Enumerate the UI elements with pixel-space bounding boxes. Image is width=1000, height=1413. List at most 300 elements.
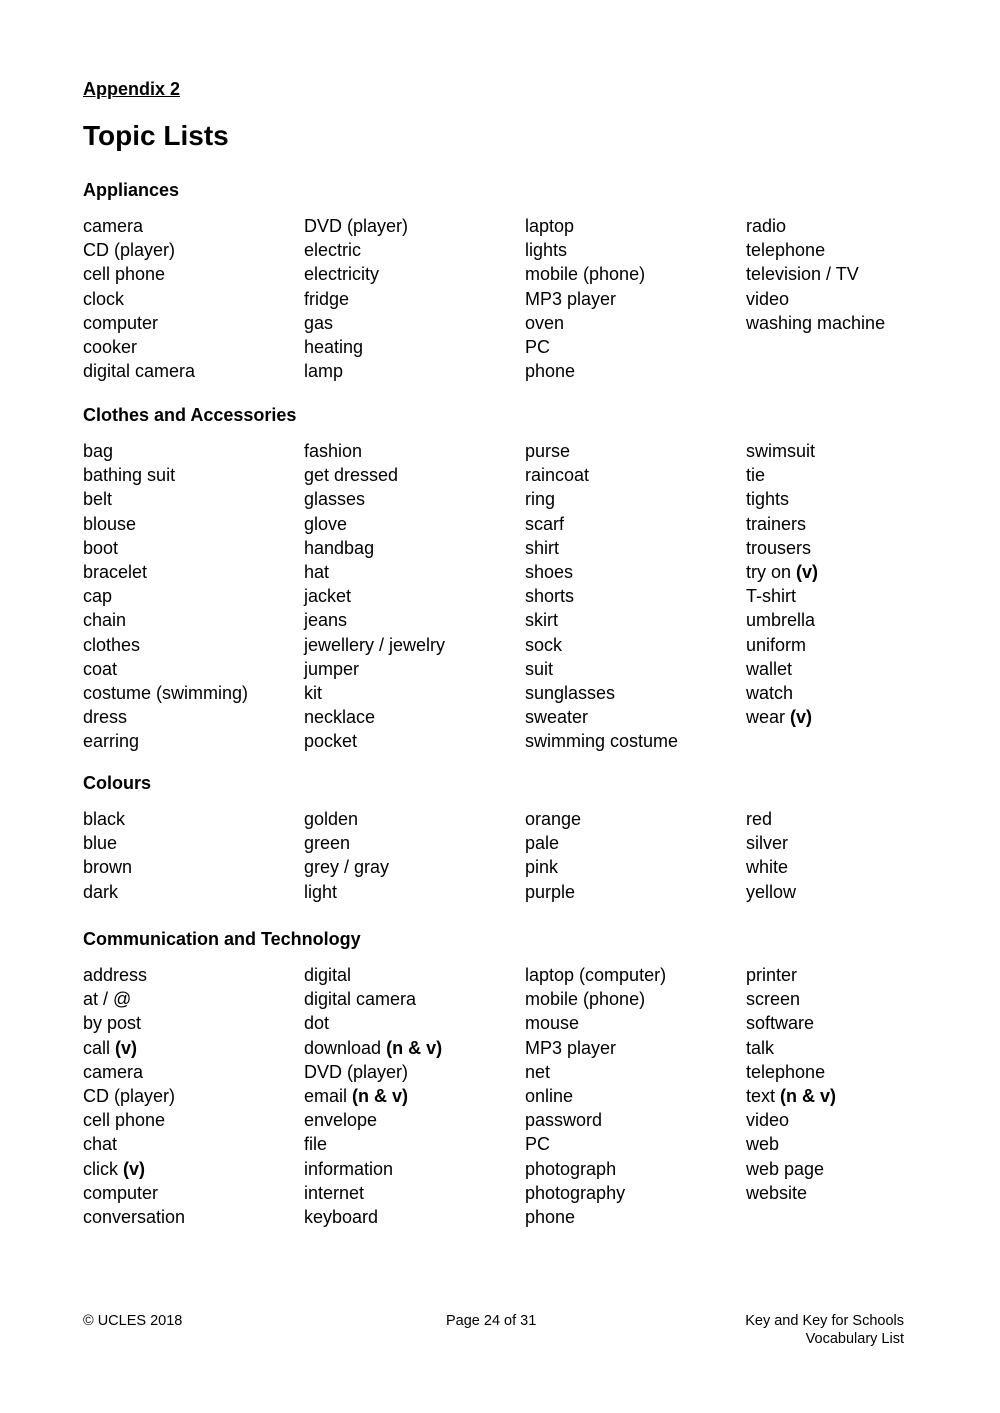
part-of-speech-marker: (n & v) (386, 1037, 443, 1058)
word-text: photography (525, 1182, 626, 1203)
word-item (83, 560, 304, 584)
word-item (304, 463, 525, 487)
word-item (525, 238, 746, 262)
word-text: shorts (525, 586, 575, 607)
word-item (746, 1084, 967, 1108)
word-text: coat (83, 658, 118, 679)
word-text: boot (83, 537, 119, 558)
word-text: CD (player) (83, 1085, 176, 1106)
word-text: sunglasses (525, 682, 616, 703)
word-item (746, 608, 967, 632)
word-text: silver (746, 833, 789, 854)
word-text: cap (83, 586, 113, 607)
word-item (304, 1157, 525, 1181)
word-text: clothes (83, 634, 141, 655)
word-item (525, 311, 746, 335)
word-text: bracelet (83, 561, 148, 582)
word-text: suit (525, 658, 554, 679)
word-text: video (746, 288, 790, 309)
word-text: trainers (746, 513, 807, 534)
word-text: mobile (phone) (525, 989, 646, 1010)
word-text: electric (304, 240, 362, 261)
part-of-speech-marker: (n & v) (352, 1085, 409, 1106)
section-heading: Communication and Technology (83, 929, 361, 949)
part-of-speech-marker: (n & v) (780, 1085, 837, 1106)
word-text: call (83, 1037, 111, 1058)
word-text: black (83, 809, 126, 829)
word-item (304, 1060, 525, 1084)
word-item (525, 681, 746, 705)
word-text: mouse (525, 1013, 580, 1034)
word-item (525, 560, 746, 584)
footer-page-number: Page 24 of 31 (446, 1313, 537, 1329)
word-column (746, 214, 967, 383)
word-text: talk (746, 1037, 775, 1058)
word-item (304, 1132, 525, 1156)
part-of-speech-marker: (v) (123, 1158, 146, 1179)
word-column (746, 807, 967, 904)
word-text: belt (83, 489, 113, 510)
word-text: glove (304, 513, 348, 534)
word-item (83, 1084, 304, 1108)
word-column (304, 963, 525, 1229)
word-item (83, 335, 304, 359)
word-text: raincoat (525, 465, 590, 486)
word-item (746, 262, 967, 286)
word-text: text (746, 1085, 776, 1106)
word-text: software (746, 1013, 815, 1034)
section-heading: Appliances (83, 180, 180, 200)
word-column (525, 807, 746, 904)
word-column (304, 807, 525, 904)
word-text: skirt (525, 610, 558, 631)
word-text: computer (83, 1182, 159, 1203)
word-text: yellow (746, 881, 797, 902)
word-item (83, 1060, 304, 1084)
word-text: by post (83, 1013, 142, 1034)
word-item (83, 681, 304, 705)
word-text: screen (746, 989, 801, 1010)
word-item (746, 831, 967, 855)
word-item (304, 880, 525, 904)
word-text: tights (746, 489, 790, 510)
word-item (83, 512, 304, 536)
word-columns (83, 214, 963, 383)
section-appliances (83, 179, 963, 383)
word-text: pocket (304, 731, 358, 752)
word-item (525, 1205, 746, 1229)
word-item (304, 963, 525, 987)
word-item (746, 1108, 967, 1132)
section-colours (83, 772, 963, 904)
word-item (83, 633, 304, 657)
word-item (304, 359, 525, 383)
word-item (304, 214, 525, 238)
word-text: cell phone (83, 1110, 166, 1131)
footer-document-title-line2: Vocabulary List (805, 1331, 904, 1347)
word-item (304, 287, 525, 311)
word-text: digital (304, 965, 352, 985)
word-text: hat (304, 561, 330, 582)
word-text: camera (83, 1061, 144, 1082)
word-text: MP3 player (525, 1037, 617, 1058)
word-item (304, 807, 525, 831)
word-text: green (304, 833, 351, 854)
word-text: necklace (304, 707, 376, 728)
word-text: video (746, 1110, 790, 1131)
word-text: chain (83, 610, 127, 631)
word-text: swimming costume (525, 731, 679, 752)
word-item (525, 463, 746, 487)
word-text: washing machine (746, 312, 886, 333)
word-item (83, 536, 304, 560)
word-text: envelope (304, 1110, 378, 1131)
word-columns (83, 439, 963, 753)
word-item (304, 536, 525, 560)
word-item (746, 311, 967, 335)
word-item (525, 831, 746, 855)
word-item (746, 214, 967, 238)
word-text: DVD (player) (304, 1061, 409, 1082)
word-item (83, 1181, 304, 1205)
word-item (304, 633, 525, 657)
word-text: chat (83, 1134, 118, 1155)
word-column (304, 439, 525, 753)
word-item (304, 584, 525, 608)
word-item (746, 287, 967, 311)
word-item (83, 1108, 304, 1132)
part-of-speech-marker: (v) (796, 561, 819, 582)
word-item (83, 287, 304, 311)
word-item (525, 1084, 746, 1108)
word-item (746, 657, 967, 681)
word-text: jacket (304, 586, 352, 607)
word-text: scarf (525, 513, 565, 534)
word-text: download (304, 1037, 382, 1058)
word-text: tie (746, 465, 766, 486)
word-text: bag (83, 441, 114, 461)
word-text: umbrella (746, 610, 816, 631)
word-item (83, 705, 304, 729)
word-item (83, 807, 304, 831)
word-item (525, 1060, 746, 1084)
word-item (83, 584, 304, 608)
word-text: email (304, 1085, 348, 1106)
word-text: red (746, 809, 773, 829)
word-item (746, 487, 967, 511)
word-text: net (525, 1061, 551, 1082)
word-item (525, 729, 746, 753)
word-item (746, 584, 967, 608)
word-item (525, 633, 746, 657)
word-item (304, 1181, 525, 1205)
word-item (83, 1157, 304, 1181)
word-item (304, 439, 525, 463)
section-heading: Colours (83, 773, 152, 793)
word-item (746, 238, 967, 262)
word-item (525, 963, 746, 987)
word-column (525, 214, 746, 383)
word-text: pale (525, 833, 560, 854)
word-text: information (304, 1158, 394, 1179)
word-item (525, 214, 746, 238)
word-item (746, 560, 967, 584)
word-item (304, 238, 525, 262)
word-text: lights (525, 240, 568, 261)
word-text: brown (83, 857, 133, 878)
word-text: website (746, 1182, 808, 1203)
word-text: white (746, 857, 789, 878)
word-item (746, 963, 967, 987)
word-item (525, 608, 746, 632)
section-communication-and-technology (83, 928, 963, 1229)
word-text: ring (525, 489, 556, 510)
word-item (304, 657, 525, 681)
word-column (83, 214, 304, 383)
word-item (746, 1036, 967, 1060)
word-item (525, 1011, 746, 1035)
word-text: electricity (304, 264, 380, 285)
word-item (746, 1181, 967, 1205)
word-text: password (525, 1110, 603, 1131)
word-text: light (304, 881, 338, 902)
word-columns (83, 807, 963, 904)
word-item (83, 657, 304, 681)
word-text: MP3 player (525, 288, 617, 309)
word-text: shoes (525, 561, 574, 582)
footer-copyright: © UCLES 2018 (83, 1313, 183, 1329)
word-item (304, 855, 525, 879)
word-item (525, 536, 746, 560)
word-item (746, 1011, 967, 1035)
word-text: conversation (83, 1206, 186, 1227)
word-item (525, 439, 746, 463)
word-columns (83, 963, 963, 1229)
word-item (525, 880, 746, 904)
word-item (83, 262, 304, 286)
word-item (746, 463, 967, 487)
word-item (525, 584, 746, 608)
word-text: cell phone (83, 264, 166, 285)
word-item (746, 512, 967, 536)
word-item (83, 1011, 304, 1035)
word-item (83, 729, 304, 753)
word-item (304, 487, 525, 511)
word-item (83, 855, 304, 879)
appendix-label: Appendix 2 (83, 79, 181, 99)
word-text: file (304, 1134, 328, 1155)
word-text: jumper (304, 658, 360, 679)
word-text: purse (525, 441, 571, 461)
section-heading: Clothes and Accessories (83, 405, 297, 425)
word-item (746, 807, 967, 831)
word-text: gas (304, 312, 334, 333)
word-text: television / TV (746, 264, 859, 285)
word-text: internet (304, 1182, 365, 1203)
word-text: sock (525, 634, 563, 655)
word-text: uniform (746, 634, 807, 655)
word-item (83, 1132, 304, 1156)
word-item (746, 439, 967, 463)
word-text: mobile (phone) (525, 264, 646, 285)
word-text: handbag (304, 537, 375, 558)
word-item (525, 262, 746, 286)
word-item (304, 608, 525, 632)
word-text: orange (525, 809, 582, 829)
word-item (304, 560, 525, 584)
word-item (83, 608, 304, 632)
page-title: Topic Lists (83, 120, 229, 151)
word-text: wallet (746, 658, 793, 679)
word-item (83, 463, 304, 487)
word-item (304, 681, 525, 705)
word-text: laptop (525, 216, 575, 236)
word-item (525, 987, 746, 1011)
word-item (83, 1036, 304, 1060)
word-item (83, 1205, 304, 1229)
word-item (525, 487, 746, 511)
word-text: web page (746, 1158, 825, 1179)
word-text: phone (525, 361, 576, 382)
word-text: laptop (computer) (525, 965, 667, 985)
part-of-speech-marker: (v) (790, 707, 813, 728)
word-text: oven (525, 312, 565, 333)
word-item (83, 311, 304, 335)
word-text: clock (83, 288, 125, 309)
word-item (304, 512, 525, 536)
word-text: wear (746, 707, 786, 728)
word-text: pink (525, 857, 559, 878)
word-item (525, 1181, 746, 1205)
word-text: DVD (player) (304, 216, 409, 236)
word-item (746, 855, 967, 879)
word-item (746, 705, 967, 729)
word-item (304, 1205, 525, 1229)
word-item (746, 681, 967, 705)
word-text: PC (525, 1134, 551, 1155)
word-item (746, 1060, 967, 1084)
word-text: online (525, 1085, 574, 1106)
word-text: trousers (746, 537, 812, 558)
word-text: costume (swimming) (83, 682, 249, 703)
word-text: jewellery / jewelry (304, 634, 446, 655)
word-text: T-shirt (746, 586, 797, 607)
word-text: cooker (83, 336, 138, 357)
word-text: watch (746, 682, 794, 703)
word-item (83, 880, 304, 904)
word-text: lamp (304, 361, 344, 382)
word-item (83, 238, 304, 262)
word-item (83, 214, 304, 238)
word-item (525, 657, 746, 681)
word-text: grey / gray (304, 857, 390, 878)
word-text: get dressed (304, 465, 399, 486)
word-item (83, 439, 304, 463)
word-item (525, 1036, 746, 1060)
word-text: fashion (304, 441, 363, 461)
word-text: shirt (525, 537, 560, 558)
word-text: camera (83, 216, 144, 236)
word-column (83, 807, 304, 904)
word-text: golden (304, 809, 359, 829)
word-column (525, 963, 746, 1229)
word-item (304, 1108, 525, 1132)
word-text: sweater (525, 707, 589, 728)
word-item (525, 1108, 746, 1132)
word-text: address (83, 965, 148, 985)
word-item (83, 487, 304, 511)
word-item (83, 359, 304, 383)
word-item (304, 311, 525, 335)
word-item (746, 987, 967, 1011)
word-item (304, 335, 525, 359)
word-item (525, 807, 746, 831)
part-of-speech-marker: (v) (115, 1037, 138, 1058)
word-text: jeans (304, 610, 348, 631)
word-text: digital camera (304, 989, 417, 1010)
word-item (525, 705, 746, 729)
word-text: dress (83, 707, 128, 728)
word-item (746, 1157, 967, 1181)
word-item (525, 512, 746, 536)
word-text: at / @ (83, 989, 132, 1010)
word-text: heating (304, 336, 364, 357)
word-column (304, 214, 525, 383)
word-item (746, 536, 967, 560)
word-item (83, 963, 304, 987)
word-text: fridge (304, 288, 350, 309)
word-item (525, 335, 746, 359)
word-text: dot (304, 1013, 330, 1034)
word-item (304, 1011, 525, 1035)
word-item (304, 729, 525, 753)
word-item (304, 987, 525, 1011)
word-item (525, 855, 746, 879)
word-item (304, 262, 525, 286)
word-text: keyboard (304, 1206, 379, 1227)
word-text: earring (83, 731, 140, 752)
footer-document-title (745, 1312, 904, 1348)
word-text: click (83, 1158, 118, 1179)
word-item (525, 1132, 746, 1156)
word-text: kit (304, 682, 322, 703)
word-item (525, 359, 746, 383)
word-item (83, 987, 304, 1011)
word-text: digital camera (83, 361, 196, 382)
word-text: computer (83, 312, 159, 333)
word-text: blue (83, 833, 118, 854)
word-text: phone (525, 1206, 576, 1227)
word-item (304, 705, 525, 729)
word-column (83, 439, 304, 753)
word-text: telephone (746, 1061, 826, 1082)
section-clothes-and-accessories (83, 404, 963, 753)
word-item (525, 287, 746, 311)
word-text: printer (746, 965, 798, 985)
word-text: try on (746, 561, 792, 582)
word-item (304, 831, 525, 855)
word-item (746, 633, 967, 657)
word-text: CD (player) (83, 240, 176, 261)
word-column (746, 963, 967, 1229)
word-column (525, 439, 746, 753)
word-column (746, 439, 967, 753)
word-item (83, 831, 304, 855)
footer-document-title-line1: Key and Key for Schools (745, 1313, 904, 1329)
word-text: web (746, 1134, 780, 1155)
word-text: blouse (83, 513, 137, 534)
word-item (746, 1132, 967, 1156)
